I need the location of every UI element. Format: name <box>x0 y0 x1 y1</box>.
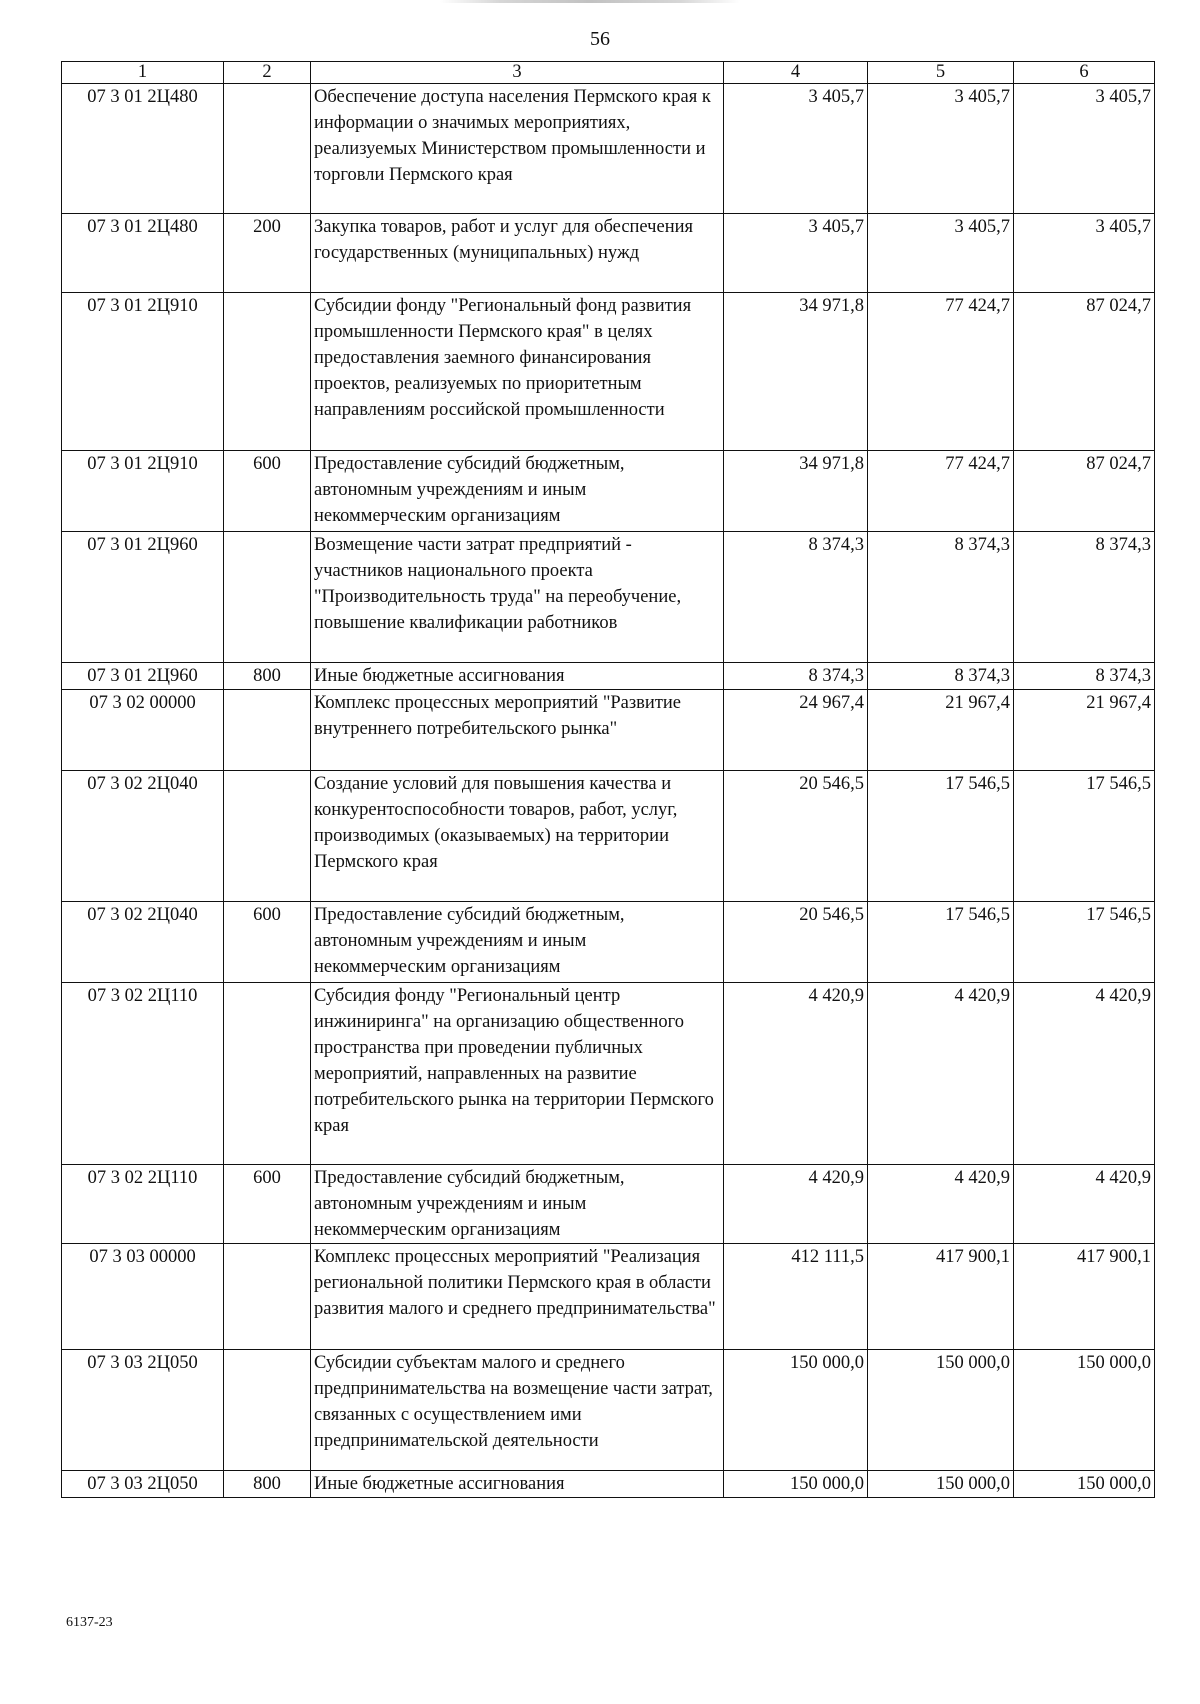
target-article-code: 07 3 02 2Ц110 <box>62 1165 224 1244</box>
amount-col6: 4 420,9 <box>1014 1165 1155 1244</box>
header-row <box>62 62 1155 84</box>
table-row <box>62 1350 1155 1471</box>
amount-col5: 4 420,9 <box>868 1165 1014 1244</box>
table-row <box>62 1165 1155 1244</box>
amount-col6: 150 000,0 <box>1014 1471 1155 1498</box>
amount-col4: 8 374,3 <box>724 663 868 690</box>
amount-col5: 77 424,7 <box>868 293 1014 451</box>
expense-type-code: 800 <box>224 1471 311 1498</box>
amount-col5: 3 405,7 <box>868 84 1014 214</box>
amount-col4: 150 000,0 <box>724 1471 868 1498</box>
expense-name: Комплекс процессных мероприятий "Развитие внутреннего потребительского рынка" <box>311 690 724 771</box>
target-article-code: 07 3 01 2Ц910 <box>62 451 224 532</box>
expense-type-code <box>224 1350 311 1471</box>
expense-type-code <box>224 293 311 451</box>
table-row <box>62 532 1155 663</box>
table-row <box>62 214 1155 293</box>
expense-type-code <box>224 1244 311 1350</box>
expense-type-code <box>224 771 311 902</box>
amount-col5: 3 405,7 <box>868 214 1014 293</box>
amount-col5: 77 424,7 <box>868 451 1014 532</box>
budget-table <box>61 61 1155 1498</box>
amount-col6: 17 546,5 <box>1014 902 1155 983</box>
table-row <box>62 84 1155 214</box>
table-row <box>62 1244 1155 1350</box>
column-header: 2 <box>224 62 311 84</box>
expense-type-code: 800 <box>224 663 311 690</box>
scan-artifact <box>440 0 740 3</box>
amount-col6: 3 405,7 <box>1014 214 1155 293</box>
expense-name: Иные бюджетные ассигнования <box>311 663 724 690</box>
target-article-code: 07 3 01 2Ц910 <box>62 293 224 451</box>
amount-col4: 8 374,3 <box>724 532 868 663</box>
target-article-code: 07 3 03 2Ц050 <box>62 1471 224 1498</box>
amount-col4: 20 546,5 <box>724 771 868 902</box>
target-article-code: 07 3 01 2Ц480 <box>62 214 224 293</box>
amount-col5: 8 374,3 <box>868 663 1014 690</box>
amount-col5: 4 420,9 <box>868 983 1014 1165</box>
expense-type-code: 600 <box>224 451 311 532</box>
expense-name: Возмещение части затрат предприятий - участников национального проекта "Производительность труда" на переобучение, повышение квалификации работников <box>311 532 724 663</box>
amount-col6: 150 000,0 <box>1014 1350 1155 1471</box>
target-article-code: 07 3 02 00000 <box>62 690 224 771</box>
amount-col6: 87 024,7 <box>1014 293 1155 451</box>
page-number: 56 <box>590 28 610 50</box>
expense-type-code <box>224 690 311 771</box>
column-header: 1 <box>62 62 224 84</box>
target-article-code: 07 3 03 00000 <box>62 1244 224 1350</box>
target-article-code: 07 3 01 2Ц960 <box>62 532 224 663</box>
expense-type-code: 600 <box>224 902 311 983</box>
expense-name: Комплекс процессных мероприятий "Реализация региональной политики Пермского края в области развития малого и среднего предпринимательства" <box>311 1244 724 1350</box>
target-article-code: 07 3 02 2Ц110 <box>62 983 224 1165</box>
amount-col6: 17 546,5 <box>1014 771 1155 902</box>
expense-name: Иные бюджетные ассигнования <box>311 1471 724 1498</box>
expense-name: Закупка товаров, работ и услуг для обеспечения государственных (муниципальных) нужд <box>311 214 724 293</box>
column-header: 6 <box>1014 62 1155 84</box>
expense-type-code: 200 <box>224 214 311 293</box>
table-row <box>62 771 1155 902</box>
expense-name: Субсидии фонду "Региональный фонд развития промышленности Пермского края" в целях предоставления заемного финансирования проектов, реализуемых по приоритетным направлениям российской промышленности <box>311 293 724 451</box>
column-header: 5 <box>868 62 1014 84</box>
expense-name: Предоставление субсидий бюджетным, автономным учреждениям и иным некоммерческим организациям <box>311 902 724 983</box>
target-article-code: 07 3 03 2Ц050 <box>62 1350 224 1471</box>
amount-col5: 17 546,5 <box>868 771 1014 902</box>
amount-col5: 150 000,0 <box>868 1471 1014 1498</box>
table-row <box>62 451 1155 532</box>
document-code: 6137-23 <box>66 1615 113 1630</box>
amount-col4: 24 967,4 <box>724 690 868 771</box>
expense-type-code: 600 <box>224 1165 311 1244</box>
amount-col4: 150 000,0 <box>724 1350 868 1471</box>
expense-name: Предоставление субсидий бюджетным, автономным учреждениям и иным некоммерческим организациям <box>311 451 724 532</box>
amount-col5: 17 546,5 <box>868 902 1014 983</box>
amount-col4: 34 971,8 <box>724 451 868 532</box>
amount-col4: 3 405,7 <box>724 84 868 214</box>
amount-col5: 21 967,4 <box>868 690 1014 771</box>
table-row <box>62 1471 1155 1498</box>
expense-type-code <box>224 532 311 663</box>
expense-type-code <box>224 84 311 214</box>
column-header: 4 <box>724 62 868 84</box>
amount-col5: 150 000,0 <box>868 1350 1014 1471</box>
table-row <box>62 690 1155 771</box>
table-row <box>62 902 1155 983</box>
amount-col4: 20 546,5 <box>724 902 868 983</box>
table-row <box>62 663 1155 690</box>
amount-col4: 3 405,7 <box>724 214 868 293</box>
amount-col4: 4 420,9 <box>724 1165 868 1244</box>
expense-name: Субсидия фонду "Региональный центр инжиниринга" на организацию общественного пространства при проведении публичных мероприятий, направленных на развитие потребительского рынка на территории Пермского края <box>311 983 724 1165</box>
amount-col4: 4 420,9 <box>724 983 868 1165</box>
amount-col5: 417 900,1 <box>868 1244 1014 1350</box>
target-article-code: 07 3 02 2Ц040 <box>62 771 224 902</box>
amount-col6: 417 900,1 <box>1014 1244 1155 1350</box>
expense-name: Субсидии субъектам малого и среднего предпринимательства на возмещение части затрат, связанных с осуществлением ими предпринимательской деятельности <box>311 1350 724 1471</box>
amount-col6: 21 967,4 <box>1014 690 1155 771</box>
column-header: 3 <box>311 62 724 84</box>
amount-col6: 3 405,7 <box>1014 84 1155 214</box>
target-article-code: 07 3 01 2Ц960 <box>62 663 224 690</box>
expense-name: Обеспечение доступа населения Пермского края к информации о значимых мероприятиях, реализуемых Министерством промышленности и торговли Пермского края <box>311 84 724 214</box>
amount-col6: 4 420,9 <box>1014 983 1155 1165</box>
amount-col4: 412 111,5 <box>724 1244 868 1350</box>
expense-name: Создание условий для повышения качества и конкурентоспособности товаров, работ, услуг, производимых (оказываемых) на территории Пермского края <box>311 771 724 902</box>
target-article-code: 07 3 01 2Ц480 <box>62 84 224 214</box>
table-row <box>62 983 1155 1165</box>
amount-col6: 87 024,7 <box>1014 451 1155 532</box>
table-row <box>62 293 1155 451</box>
amount-col5: 8 374,3 <box>868 532 1014 663</box>
expense-type-code <box>224 983 311 1165</box>
target-article-code: 07 3 02 2Ц040 <box>62 902 224 983</box>
amount-col6: 8 374,3 <box>1014 663 1155 690</box>
amount-col4: 34 971,8 <box>724 293 868 451</box>
expense-name: Предоставление субсидий бюджетным, автономным учреждениям и иным некоммерческим организациям <box>311 1165 724 1244</box>
amount-col6: 8 374,3 <box>1014 532 1155 663</box>
